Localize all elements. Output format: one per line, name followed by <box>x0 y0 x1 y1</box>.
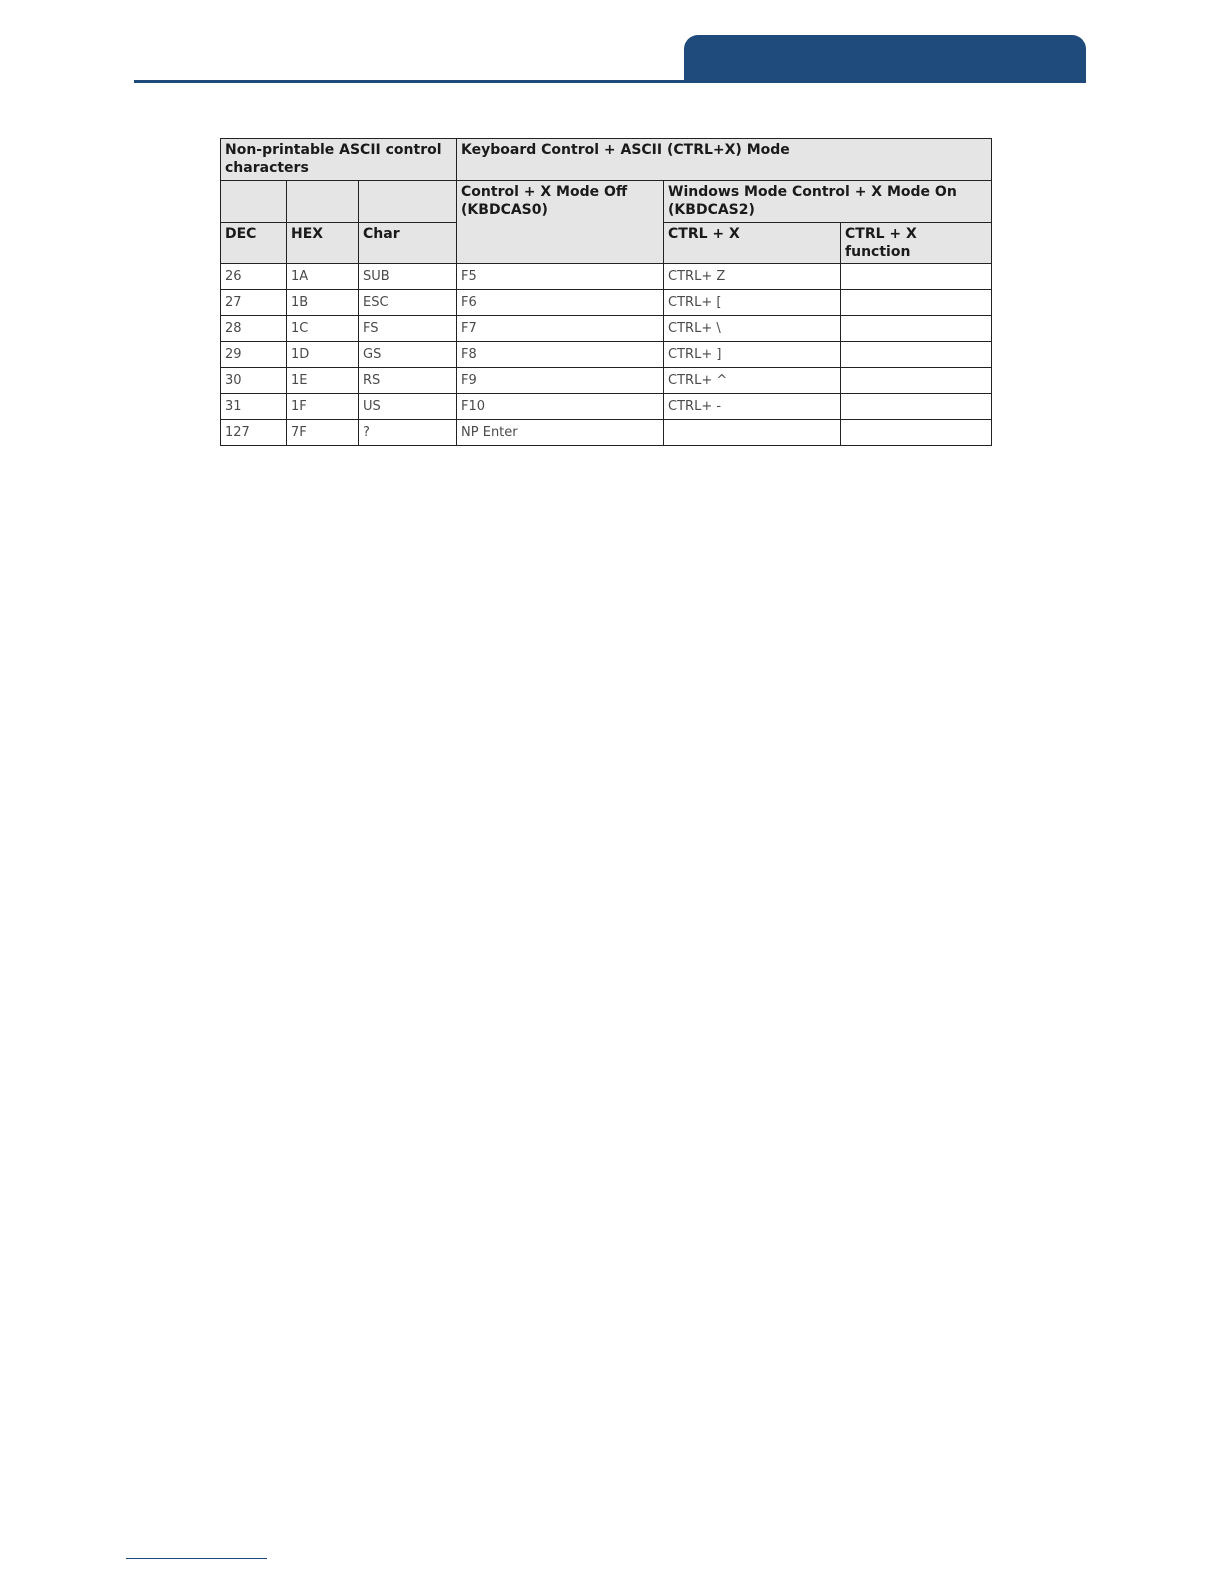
cell-char: FS <box>359 316 457 342</box>
cell-mode-off: F5 <box>457 264 664 290</box>
cell-dec: 127 <box>221 420 287 446</box>
cell-char: SUB <box>359 264 457 290</box>
cell-hex: 1F <box>287 394 359 420</box>
table-header-row <box>221 181 992 223</box>
header-ctrl-x: CTRL + X <box>664 223 841 264</box>
cell-ctrl-x-function <box>841 316 992 342</box>
table-row <box>221 264 992 290</box>
cell-ctrl-x: CTRL+ \ <box>664 316 841 342</box>
cell-char: RS <box>359 368 457 394</box>
cell-hex: 1D <box>287 342 359 368</box>
cell-char: US <box>359 394 457 420</box>
cell-dec: 26 <box>221 264 287 290</box>
header-rule <box>134 80 1085 83</box>
cell-dec: 29 <box>221 342 287 368</box>
cell-char: GS <box>359 342 457 368</box>
cell-mode-off: F10 <box>457 394 664 420</box>
table-row <box>221 420 992 446</box>
cell-ctrl-x-function <box>841 394 992 420</box>
header-blank-cell <box>221 181 287 223</box>
table-row <box>221 394 992 420</box>
cell-ctrl-x-function <box>841 264 992 290</box>
cell-ctrl-x-function <box>841 420 992 446</box>
cell-hex: 1A <box>287 264 359 290</box>
table-row <box>221 290 992 316</box>
cell-ctrl-x-function <box>841 342 992 368</box>
ascii-control-table <box>220 138 992 446</box>
table-row <box>221 316 992 342</box>
cell-ctrl-x: CTRL+ - <box>664 394 841 420</box>
cell-mode-off: F8 <box>457 342 664 368</box>
footer-rule <box>126 1558 267 1559</box>
header-blank-cell <box>287 181 359 223</box>
cell-dec: 31 <box>221 394 287 420</box>
header-char: Char <box>359 223 457 264</box>
header-dec: DEC <box>221 223 287 264</box>
cell-mode-off: F7 <box>457 316 664 342</box>
cell-char: ? <box>359 420 457 446</box>
cell-dec: 28 <box>221 316 287 342</box>
cell-mode-off: F9 <box>457 368 664 394</box>
header-mode-off: Control + X Mode Off (KBDCAS0) <box>457 181 664 264</box>
header-tab <box>684 35 1086 83</box>
table-header-row <box>221 139 992 181</box>
cell-ctrl-x <box>664 420 841 446</box>
cell-hex: 1C <box>287 316 359 342</box>
cell-dec: 30 <box>221 368 287 394</box>
cell-ctrl-x: CTRL+ [ <box>664 290 841 316</box>
cell-hex: 7F <box>287 420 359 446</box>
table-row <box>221 368 992 394</box>
cell-ctrl-x: CTRL+ Z <box>664 264 841 290</box>
header-ctrl-x-function: CTRL + X function <box>841 223 992 264</box>
cell-char: ESC <box>359 290 457 316</box>
cell-ctrl-x: CTRL+ ^ <box>664 368 841 394</box>
header-mode-on: Windows Mode Control + X Mode On (KBDCAS2) <box>664 181 992 223</box>
cell-ctrl-x: CTRL+ ] <box>664 342 841 368</box>
header-hex: HEX <box>287 223 359 264</box>
cell-dec: 27 <box>221 290 287 316</box>
header-non-printable: Non-printable ASCII control characters <box>221 139 457 181</box>
cell-ctrl-x-function <box>841 368 992 394</box>
cell-hex: 1B <box>287 290 359 316</box>
table-row <box>221 342 992 368</box>
cell-mode-off: F6 <box>457 290 664 316</box>
header-blank-cell <box>359 181 457 223</box>
header-keyboard-control-mode: Keyboard Control + ASCII (CTRL+X) Mode <box>457 139 992 181</box>
cell-mode-off: NP Enter <box>457 420 664 446</box>
cell-hex: 1E <box>287 368 359 394</box>
cell-ctrl-x-function <box>841 290 992 316</box>
